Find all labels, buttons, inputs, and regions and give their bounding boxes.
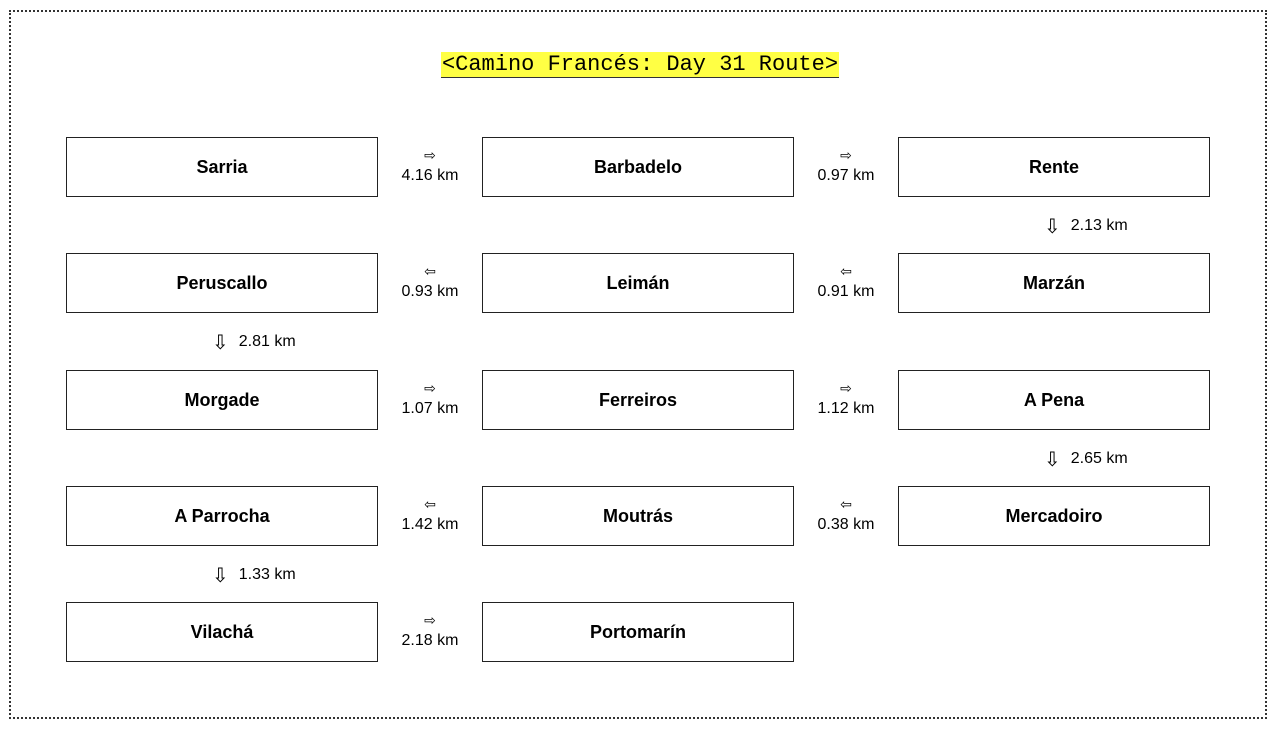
right-arrow-icon: ⇨	[424, 148, 436, 164]
right-arrow-icon: ⇨	[424, 381, 436, 397]
node-morgade: Morgade	[66, 370, 378, 430]
node-a-parrocha: A Parrocha	[66, 486, 378, 546]
down-arrow-icon: ⇩	[212, 330, 229, 354]
right-arrow-icon: ⇨	[424, 613, 436, 629]
node-vilacha: Vilachá	[66, 602, 378, 662]
node-leiman: Leimán	[482, 253, 794, 313]
leg-moutras-a-parrocha	[378, 496, 482, 536]
down-arrow-icon: ⇩	[1044, 447, 1061, 471]
title-wrapper	[0, 52, 1280, 77]
node-moutras: Moutrás	[482, 486, 794, 546]
leg-vilacha-portomarin	[378, 612, 482, 652]
leg-distance: 0.91 km	[817, 283, 875, 300]
leg-distance: 0.93 km	[401, 283, 459, 300]
leg-leiman-peruscallo	[378, 263, 482, 303]
leg-distance: 2.18 km	[401, 632, 459, 649]
node-portomarin: Portomarín	[482, 602, 794, 662]
leg-distance: 2.13 km	[1070, 217, 1128, 234]
leg-peruscallo-morgade	[212, 313, 296, 371]
leg-sarria-barbadelo	[378, 147, 482, 187]
leg-distance: 0.38 km	[817, 516, 875, 533]
down-arrow-icon: ⇩	[1044, 214, 1061, 238]
left-arrow-icon: ⇦	[424, 264, 436, 280]
node-a-pena: A Pena	[898, 370, 1210, 430]
leg-distance: 1.07 km	[401, 400, 459, 417]
leg-distance: 0.97 km	[817, 167, 875, 184]
node-sarria: Sarria	[66, 137, 378, 197]
leg-distance: 2.65 km	[1070, 450, 1128, 467]
leg-mercadoiro-moutras	[794, 496, 898, 536]
node-peruscallo: Peruscallo	[66, 253, 378, 313]
left-arrow-icon: ⇦	[840, 264, 852, 280]
node-mercadoiro: Mercadoiro	[898, 486, 1210, 546]
leg-a-pena-mercadoiro	[1044, 430, 1128, 488]
leg-ferreiros-a-pena	[794, 380, 898, 420]
leg-rente-marzan	[1044, 197, 1128, 255]
right-arrow-icon: ⇨	[840, 381, 852, 397]
left-arrow-icon: ⇦	[424, 497, 436, 513]
diagram-title: <Camino Francés: Day 31 Route>	[441, 52, 839, 77]
leg-distance: 2.81 km	[238, 333, 296, 350]
leg-distance: 4.16 km	[401, 167, 459, 184]
node-rente: Rente	[898, 137, 1210, 197]
node-barbadelo: Barbadelo	[482, 137, 794, 197]
leg-barbadelo-rente	[794, 147, 898, 187]
leg-distance: 1.33 km	[238, 566, 296, 583]
down-arrow-icon: ⇩	[212, 563, 229, 587]
leg-a-parrocha-vilacha	[212, 546, 296, 604]
leg-morgade-ferreiros	[378, 380, 482, 420]
leg-distance: 1.12 km	[817, 400, 875, 417]
node-ferreiros: Ferreiros	[482, 370, 794, 430]
left-arrow-icon: ⇦	[840, 497, 852, 513]
leg-distance: 1.42 km	[401, 516, 459, 533]
leg-marzan-leiman	[794, 263, 898, 303]
node-marzan: Marzán	[898, 253, 1210, 313]
right-arrow-icon: ⇨	[840, 148, 852, 164]
